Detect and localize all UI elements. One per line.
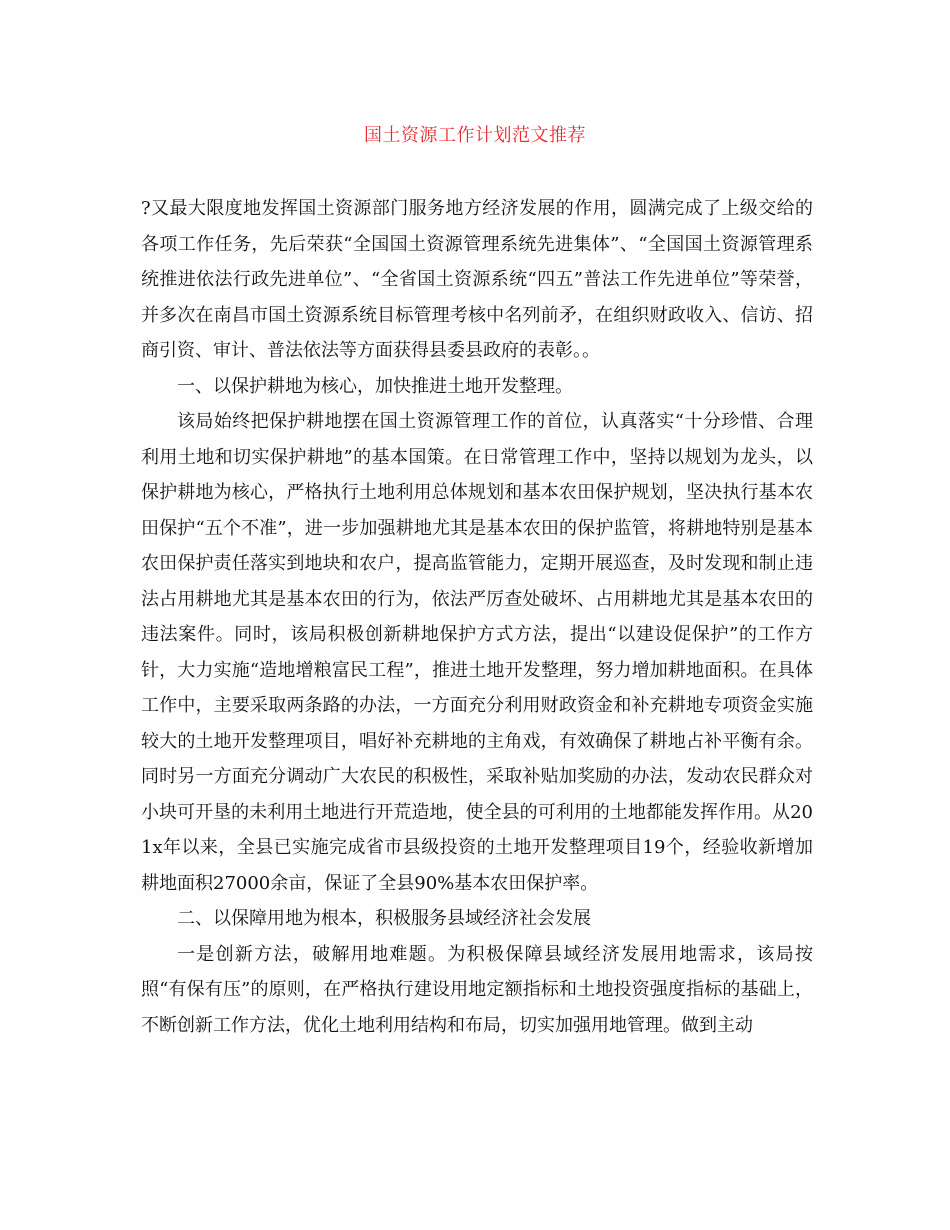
- paragraph-farmland-protection: 该局始终把保护耕地摆在国土资源管理工作的首位，认真落实“十分珍惜、合理利用土地和切实保护耕地”的基本国策。在日常管理工作中，坚持以规划为龙头，以保护耕地为核心，严格执行土地利用总体规划和基本农田保护规划，坚决执行基本农田保护“五个不准”，进一步加强耕地尤其是基本农田的保护监管，将耕地特别是基本农田保护责任落实到地块和农户，提高监管能力，定期开展巡查，及时发现和制止违法占用耕地尤其是基本农田的行为，依法严厉查处破坏、占用耕地尤其是基本农田的违法案件。同时，该局积极创新耕地保护方式方法，提出“以建设促保护”的工作方针，大力实施“造地增粮富民工程”，推进土地开发整理，努力增加耕地面积。在具体工作中，主要采取两条路的办法，一方面充分利用财政资金和补充耕地专项资金实施较大的土地开发整理项目，唱好补充耕地的主角戏，有效确保了耕地占补平衡有余。同时另一方面充分调动广大农民的积极性，采取补贴加奖励的办法，发动农民群众对小块可开垦的未利用土地进行开荒造地，使全县的可利用的土地都能发挥作用。从201x年以来，全县已实施完成省市县级投资的土地开发整理项目19个，经验收新增加耕地面积27000余亩，保证了全县90%基本农田保护率。: [141, 411, 813, 894]
- paragraph-intro: ?又最大限度地发挥国土资源部门服务地方经济发展的作用，圆满完成了上级交给的各项工作任务，先后荣获“全国国土资源管理系统先进集体”、“全国国土资源管理系统推进依法行政先进单位”、“全省国土资源系统“四五”普法工作先进单位”等荣誉，并多次在南昌市国土资源系统目标管理考核中名列前矛，在组织财政收入、信访、招商引资、审计、普法依法等方面获得县委县政府的表彰。。: [141, 198, 813, 361]
- document-body: [141, 191, 813, 1043]
- document-title: 国土资源工作计划范文推荐: [364, 125, 586, 146]
- section-heading-1: 一、以保护耕地为核心，加快推进土地开发整理。: [177, 375, 573, 397]
- paragraph-land-supply: 一是创新方法，破解用地难题。为积极保障县域经济发展用地需求，该局按照“有保有压”的原则，在严格执行建设用地定额指标和土地投资强度指标的基础上，不断创新工作方法，优化土地利用结构和布局，切实加强用地管理。做到主动: [141, 943, 813, 1036]
- section-heading-2: 二、以保障用地为根本，积极服务县域经济社会发展: [177, 908, 591, 929]
